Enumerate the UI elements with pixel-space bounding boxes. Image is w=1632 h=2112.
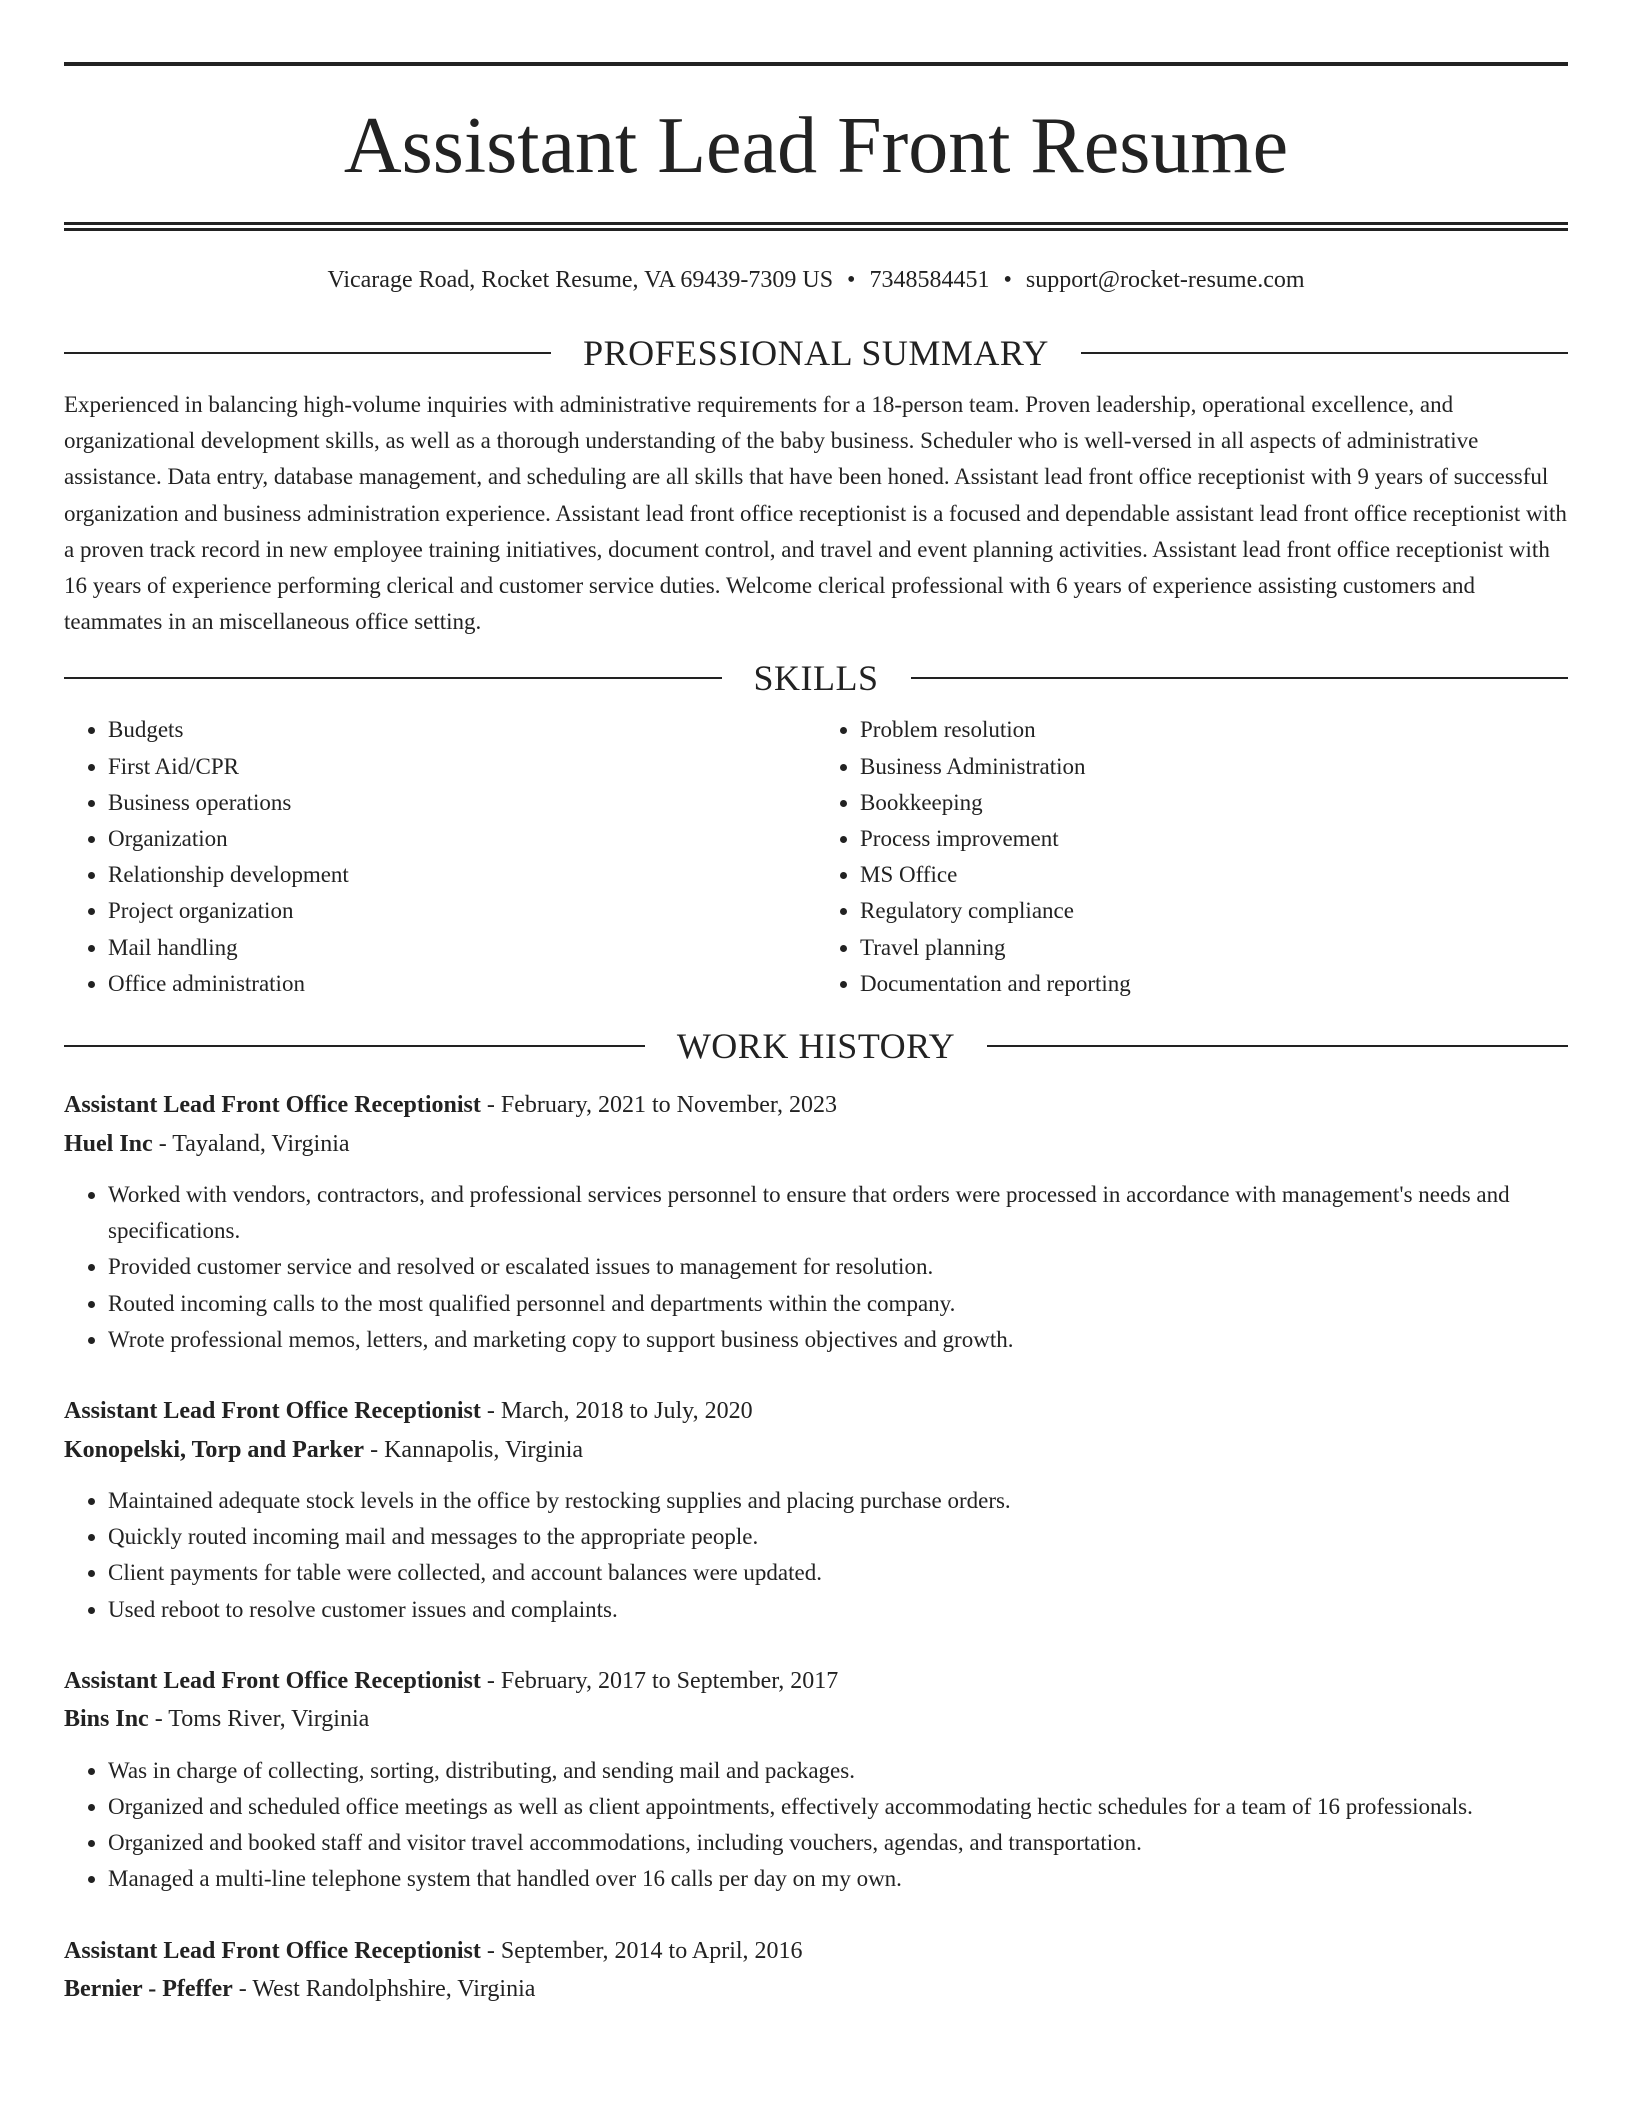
- job-dates: February, 2021 to November, 2023: [500, 1092, 837, 1119]
- job-dates: March, 2018 to July, 2020: [500, 1398, 753, 1425]
- job-bullets: [64, 1483, 1568, 1628]
- job-title-line: Assistant Lead Front Office Receptionist - February, 2021 to November, 2023: [64, 1092, 837, 1119]
- job-title-line: Assistant Lead Front Office Receptionist - February, 2017 to September, 2017: [64, 1667, 839, 1694]
- job-title: Assistant Lead Front Office Receptionist: [64, 1398, 481, 1425]
- skill-item: • Organization: [108, 821, 816, 857]
- job-location: Toms River, Virginia: [168, 1706, 370, 1733]
- skill-item: • Project organization: [108, 893, 816, 929]
- job-company: Bins Inc: [64, 1706, 149, 1733]
- skills-heading: [64, 656, 1568, 700]
- work-history-heading-label: WORK HISTORY: [676, 1026, 956, 1067]
- skill-item: • Regulatory compliance: [860, 893, 1568, 929]
- skill-item: • First Aid/CPR: [108, 749, 816, 785]
- contact-phone: 7348584451: [869, 267, 990, 293]
- job-bullet: • Routed incoming calls to the most qualified personnel and departments within the company.: [108, 1286, 1568, 1322]
- job-title-line: Assistant Lead Front Office Receptionist - March, 2018 to July, 2020: [64, 1398, 753, 1425]
- work-history-heading: [64, 1024, 1568, 1068]
- header-top-rule: [64, 62, 1568, 66]
- skill-item: • Bookkeeping: [860, 785, 1568, 821]
- contact-address: Vicarage Road, Rocket Resume, VA 69439-7309 US: [327, 267, 834, 293]
- job-location: West Randolphshire, Virginia: [252, 1976, 536, 2003]
- skill-item: • Business Administration: [860, 749, 1568, 785]
- job-title: Assistant Lead Front Office Receptionist: [64, 1092, 481, 1119]
- job-bullet: • Was in charge of collecting, sorting, distributing, and sending mail and packages.: [108, 1753, 1568, 1789]
- summary-text: Experienced in balancing high-volume inquiries with administrative requirements for a 18-person team. Proven leadership, operational excellence, and organizational development skills, as well as a thorough understanding of the baby business. Scheduler who is well-versed in all aspects of administrative assistance. Data entry, database management, and scheduling are all skills that have been honed. Assistant lead front office receptionist with 9 years of successful organization and business administration experience. Assistant lead front office receptionist is a focused and dependable assistant lead front office receptionist with a proven track record in new employee training initiatives, document control, and travel and event planning activities. Assistant lead front office receptionist with 16 years of experience performing clerical and customer service duties. Welcome clerical professional with 6 years of experience assisting customers and teammates in an miscellaneous office setting.: [64, 392, 1567, 635]
- job-bullets: [64, 1753, 1568, 1898]
- job-entry: [64, 1086, 1568, 1358]
- heading-rule-right: [987, 1045, 1568, 1047]
- skill-item: • MS Office: [860, 857, 1568, 893]
- contact-separator: •: [1003, 267, 1012, 293]
- job-title: Assistant Lead Front Office Receptionist: [64, 1667, 481, 1694]
- heading-rule-left: [64, 352, 551, 354]
- job-bullet: • Managed a multi-line telephone system that handled over 16 calls per day on my own.: [108, 1861, 1568, 1897]
- header-double-rule: [64, 222, 1568, 231]
- job-entry: [64, 1932, 1568, 2009]
- contact-line: [64, 265, 1568, 295]
- job-bullet: • Used reboot to resolve customer issues and complaints.: [108, 1592, 1568, 1628]
- skill-item: • Budgets: [108, 712, 816, 748]
- job-entry: [64, 1392, 1568, 1628]
- skills-column-left: [64, 712, 816, 1002]
- summary-heading: [64, 331, 1568, 375]
- job-bullet: • Organized and scheduled office meetings as well as client appointments, effectively accommodating hectic schedules for a team of 16 professionals.: [108, 1789, 1568, 1825]
- heading-rule-left: [64, 677, 722, 679]
- job-bullet: • Provided customer service and resolved or escalated issues to management for resolution.: [108, 1249, 1568, 1285]
- heading-rule-left: [64, 1045, 645, 1047]
- skill-item: • Business operations: [108, 785, 816, 821]
- skill-item: • Travel planning: [860, 930, 1568, 966]
- job-dates: February, 2017 to September, 2017: [500, 1667, 839, 1694]
- job-entry: [64, 1662, 1568, 1898]
- job-bullet: • Wrote professional memos, letters, and marketing copy to support business objectives and growth.: [108, 1322, 1568, 1358]
- skills-column-right: [816, 712, 1568, 1002]
- job-dates: September, 2014 to April, 2016: [500, 1937, 803, 1964]
- job-title: Assistant Lead Front Office Receptionist: [64, 1937, 481, 1964]
- skills-heading-label: SKILLS: [753, 658, 879, 699]
- skills-list: [64, 712, 1568, 1002]
- job-company: Bernier - Pfeffer: [64, 1976, 233, 2003]
- job-bullet: • Maintained adequate stock levels in the office by restocking supplies and placing purchase orders.: [108, 1483, 1568, 1519]
- job-bullet: • Client payments for table were collected, and account balances were updated.: [108, 1555, 1568, 1591]
- job-location: Kannapolis, Virginia: [384, 1436, 584, 1463]
- job-title-line: Assistant Lead Front Office Receptionist - September, 2014 to April, 2016: [64, 1937, 803, 1964]
- skill-item: • Process improvement: [860, 821, 1568, 857]
- skill-item: • Mail handling: [108, 930, 816, 966]
- job-bullets: [64, 1177, 1568, 1358]
- skill-item: • Documentation and reporting: [860, 966, 1568, 1002]
- job-company: Konopelski, Torp and Parker: [64, 1436, 365, 1463]
- job-company: Huel Inc: [64, 1130, 153, 1157]
- heading-rule-right: [911, 677, 1569, 679]
- contact-email: support@rocket-resume.com: [1025, 267, 1305, 293]
- job-company-line: Huel Inc - Tayaland, Virginia: [64, 1130, 350, 1157]
- heading-rule-right: [1081, 352, 1568, 354]
- job-bullet: • Worked with vendors, contractors, and professional services personnel to ensure that orders were processed in accordance with management's needs and specifications.: [108, 1177, 1568, 1249]
- skill-item: • Office administration: [108, 966, 816, 1002]
- contact-separator: •: [847, 267, 856, 293]
- job-bullet: • Organized and booked staff and visitor travel accommodations, including vouchers, agendas, and transportation.: [108, 1825, 1568, 1861]
- summary-heading-label: PROFESSIONAL SUMMARY: [583, 333, 1049, 373]
- skill-item: • Relationship development: [108, 857, 816, 893]
- job-company-line: Bins Inc - Toms River, Virginia: [64, 1706, 370, 1733]
- job-bullet: • Quickly routed incoming mail and messages to the appropriate people.: [108, 1519, 1568, 1555]
- job-company-line: Konopelski, Torp and Parker - Kannapolis, Virginia: [64, 1436, 584, 1463]
- resume-title: Assistant Lead Front Resume: [343, 102, 1289, 190]
- skill-item: • Problem resolution: [860, 712, 1568, 748]
- job-location: Tayaland, Virginia: [172, 1130, 350, 1157]
- job-company-line: Bernier - Pfeffer - West Randolphshire, Virginia: [64, 1976, 536, 2003]
